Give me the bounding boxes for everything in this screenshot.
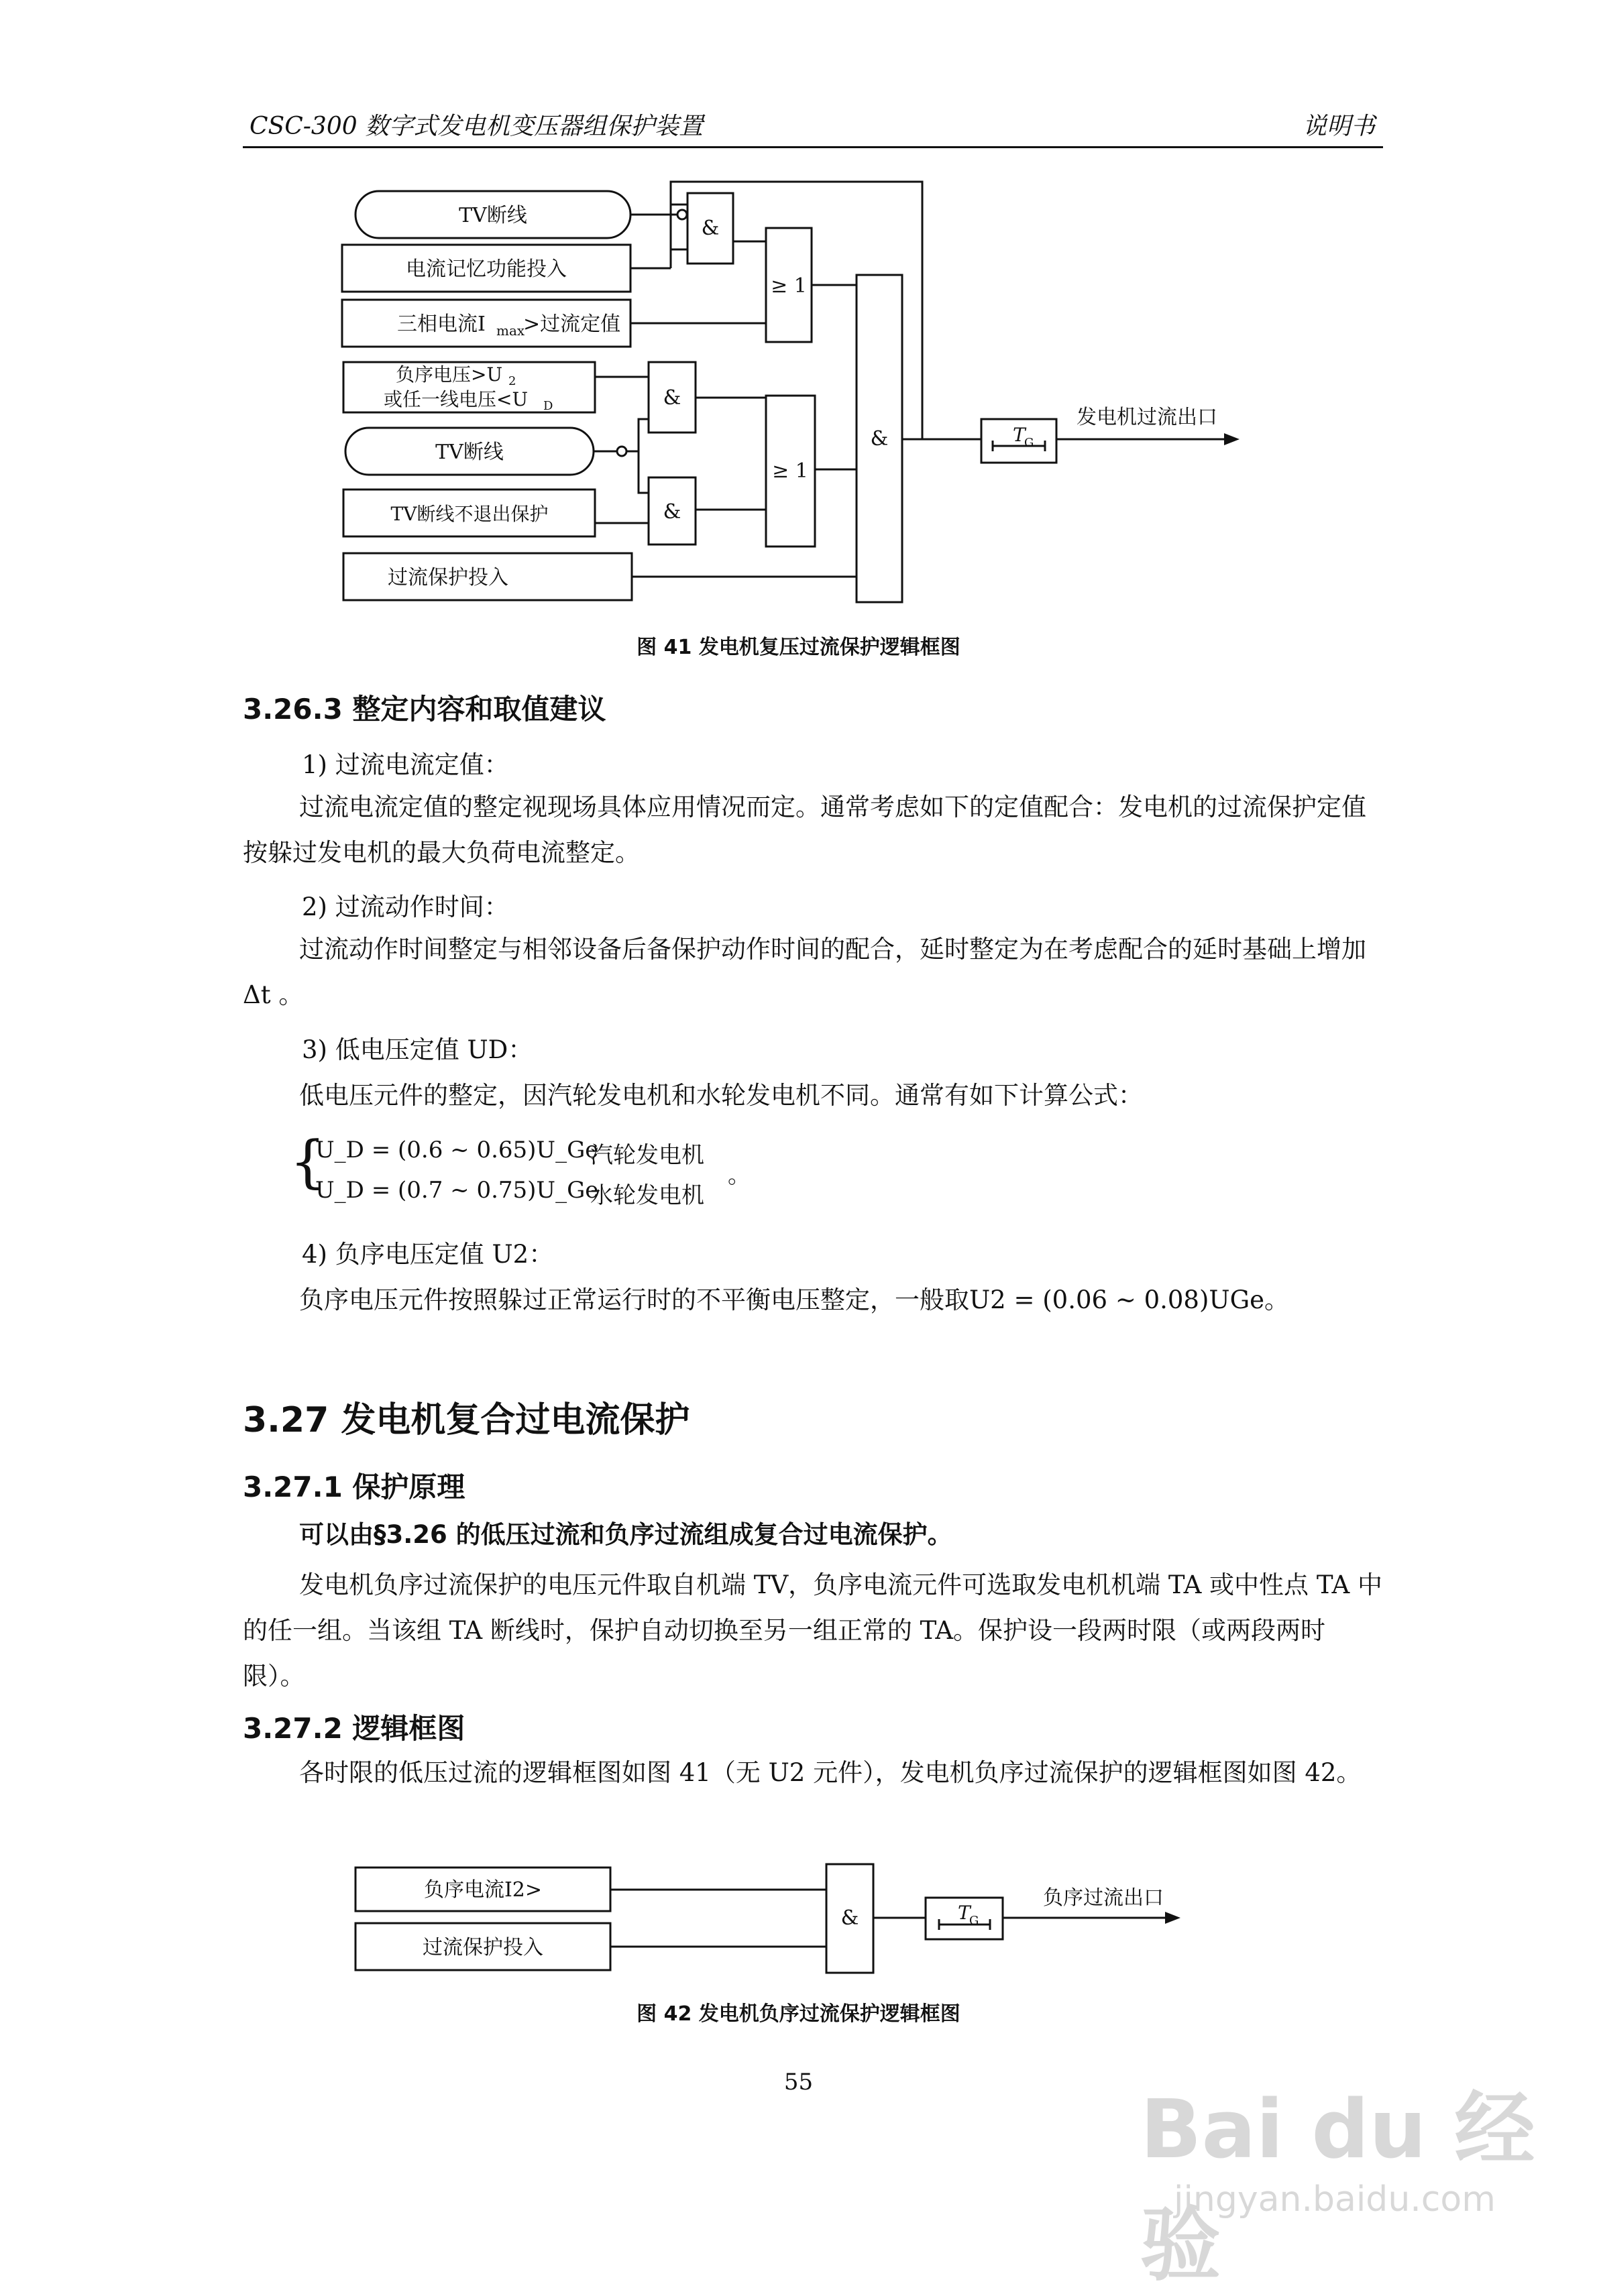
timer-label: T [1013,424,1026,446]
gate-and-2-label: & [663,386,681,410]
heading-3-27-2: 3.27.2 逻辑框图 [243,1712,465,1745]
bold-para: 可以由§3.26 的低压过流和负序过流组成复合过电流保护。 [299,1520,952,1549]
label-overcurrent-enable: 过流保护投入 [388,566,508,589]
header-rule [243,146,1383,148]
header-title: CSC-300 数字式发电机变压器组保护装置 [250,113,704,140]
item-4: 4) 负序电压定值 U2： [302,1240,554,1269]
header-right: 说明书 [1302,113,1375,140]
item-3: 3) 低电压定值 UD： [302,1035,533,1064]
formula-brace: { [290,1129,326,1194]
figure-41-caption: 图 41 发电机复压过流保护逻辑框图 [637,636,960,659]
formula-1: U_D = (0.6 ~ 0.65)U_Ge [315,1137,599,1163]
page-number: 55 [783,2069,814,2096]
timer-fig42-sub: G [969,1914,979,1928]
para-1: 过流电流定值的整定视现场具体应用情况而定。通常考虑如下的定值配合：发电机的过流保护定值按躲过发电机的最大负荷电流整定。 [243,793,1366,867]
label-neg-voltage-a: 负序电压>U [396,363,503,386]
watermark-url: jingyan.baidu.com [1174,2179,1496,2220]
label-max-current-sub: max [496,323,525,339]
label-neg-current: 负序电流I2> [423,1878,543,1902]
label-neg-voltage-sub2: D [543,399,553,413]
formula-1-label: 汽轮发电机 [590,1142,704,1169]
para-3: 低电压元件的整定，因汽轮发电机和水轮发电机不同。通常有如下计算公式： [299,1081,1143,1110]
figure-42-caption: 图 42 发电机负序过流保护逻辑框图 [637,2002,960,2026]
label-tv-break-2: TV断线 [435,441,504,464]
gate-or-1-label: ≥ 1 [771,274,807,298]
figure-41-diagram [0,168,1597,624]
formula-end: 。 [728,1162,751,1189]
timer-sub: G [1024,436,1034,450]
output-fig42-label: 负序过流出口 [1043,1886,1164,1910]
heading-3-27: 3.27 发电机复合过电流保护 [243,1400,690,1440]
formula-2: U_D = (0.7 ~ 0.75)U_Ge [315,1177,599,1204]
label-neg-voltage-b: 或任一线电压<U [384,388,529,410]
label-tv-break-1: TV断线 [459,204,527,227]
para-3-27-1: 发电机负序过流保护的电压元件取自机端 TV，负序电流元件可选取发电机机端 TA 或中性点 TA 中的任一组。当该组 TA 断线时，保护自动切换至另一组正常的 TA。保护设一段两时限（或两段两时限）。 [243,1570,1382,1690]
item-1: 1) 过流电流定值： [302,750,509,779]
gate-and-fig42-label: & [840,1906,859,1930]
para-4: 负序电压元件按照躲过正常运行时的不平衡电压整定，一般取U2 = (0.06 ~ 0.08)UGe。 [299,1285,1290,1314]
gate-and-3-label: & [663,500,681,524]
para-3-27-2: 各时限的低压过流的逻辑框图如图 41（无 U2 元件），发电机负序过流保护的逻辑框图如图 42。 [299,1758,1362,1787]
item-2: 2) 过流动作时间： [302,893,509,921]
label-max-current-a: 三相电流I [397,312,486,336]
heading-3-27-1: 3.27.1 保护原理 [243,1471,465,1503]
label-current-memory: 电流记忆功能投入 [406,257,567,281]
para-2: 过流动作时间整定与相邻设备后备保护动作时间的配合，延时整定为在考虑配合的延时基础上增加Δt 。 [243,935,1366,1009]
label-tv-not-exit: TV断线不退出保护 [390,503,549,525]
output-label: 发电机过流出口 [1077,406,1217,429]
timer-fig42-label: T [958,1902,971,1924]
label-max-current-b: >过流定值 [523,312,621,336]
gate-or-2-label: ≥ 1 [772,459,808,483]
gate-and-main-label: & [870,427,889,451]
formula-2-label: 水轮发电机 [590,1182,704,1209]
heading-3-26-3: 3.26.3 整定内容和取值建议 [243,693,606,726]
watermark-logo: Bai du 经验 [1140,2083,1535,2292]
figure-42-diagram [0,1857,1597,1978]
gate-and-1-label: & [701,217,720,240]
label-overcurrent-enable-2: 过流保护投入 [423,1936,543,1959]
label-neg-voltage-sub: 2 [508,374,516,388]
